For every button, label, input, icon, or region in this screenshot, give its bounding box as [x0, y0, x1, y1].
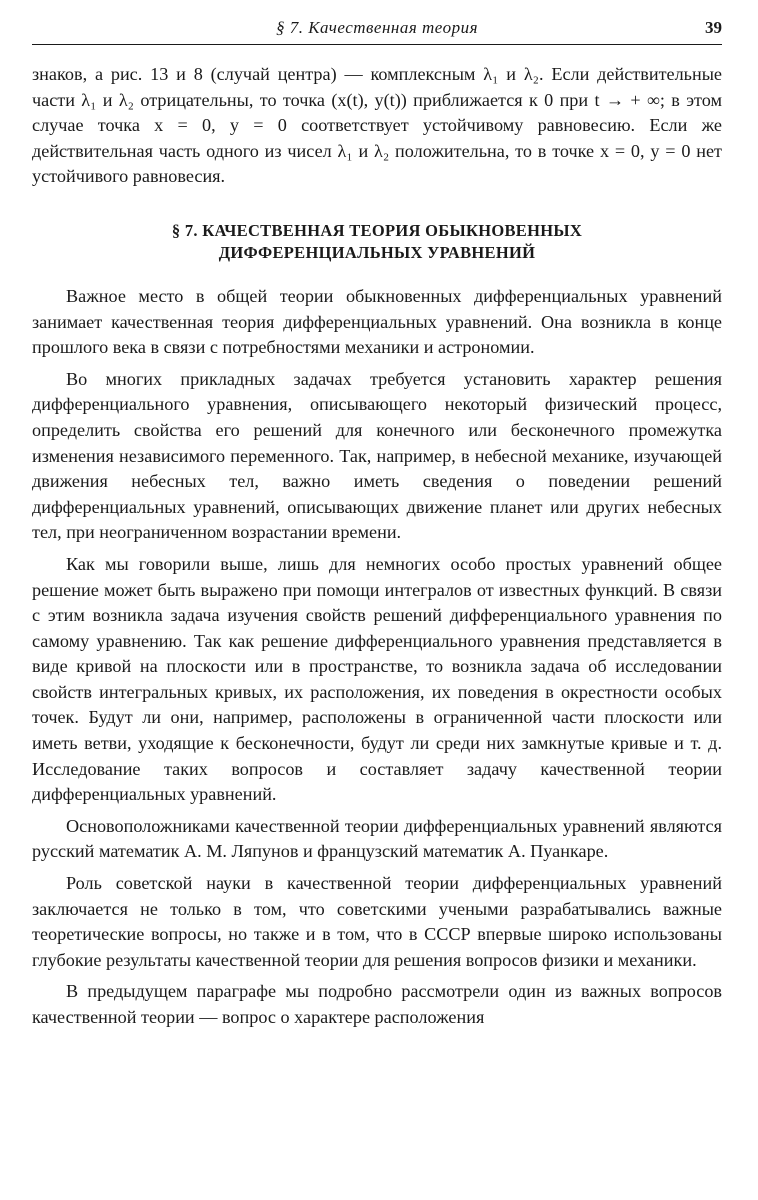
paragraph-6: В предыдущем параграфе мы подробно рассмотрели один из важных вопросов качественной теории — вопрос о характере расположения: [32, 981, 722, 1027]
running-head-title: § 7. Качественная теория: [275, 18, 478, 37]
paragraph-5: Роль советской науки в качественной теории дифференциальных уравнений заключается не только в том, что советскими учеными разрабатывались важные теоретические вопросы, но также и в том, что в СССР впервые широко использованы глубокие результаты качественной теории для решения вопросов физики и механики.: [32, 873, 722, 970]
section-heading-line-2: ДИФФЕРЕНЦИАЛЬНЫХ УРАВНЕНИЙ: [218, 242, 536, 262]
header-rule: [32, 44, 722, 45]
running-head: [32, 14, 722, 46]
page-number: 39: [705, 18, 722, 37]
paragraph-4: Основоположниками качественной теории дифференциальных уравнений являются русский математик А. М. Ляпунов и французский математик А. Пуанкаре.: [32, 815, 722, 862]
body-text: [32, 62, 722, 1031]
paragraph-3: Как мы говорили выше, лишь для немногих особо простых уравнений общее решение может быть выражено при помощи интегралов от известных функций. В связи с этим возникла задача изучения свойств решений дифференциального уравнения по самому уравнению. Так как решение дифференциального уравнения представляется в виде кривой на плоскости или в пространстве, то возникла задача об исследовании свойств интегральных кривых, их расположения, их поведения в окрестности особых точек. Будут ли они, например, расположены в ограниченной части плоскости или иметь ветви, уходящие к бесконечности, будут ли среди них замкнутые кривые и т. д. Исследование таких вопросов и составляет задачу качественной теории дифференциальных уравнений.: [32, 553, 722, 805]
paragraph-1: Важное место в общей теории обыкновенных дифференциальных уравнений занимает качественная теория дифференциальных уравнений. Она возникла в конце прошлого века в связи с потребностями механики и астрономии.: [32, 285, 722, 358]
section-heading-line-1: § 7. КАЧЕСТВЕННАЯ ТЕОРИЯ ОБЫКНОВЕННЫХ: [171, 220, 583, 240]
section-heading: [32, 190, 722, 284]
paragraph-2: Во многих прикладных задачах требуется установить характер решения дифференциального уравнения, описывающего некоторый физический процесс, определить свойства его решений для конечного или бесконечного промежутка изменения независимого переменного. Так, например, в небесной механике, изучающей движения небесных тел, важно иметь сведения о поведении решений дифференциальных уравнений, описывающих движение планет или других небесных тел, при неограниченном возрастании времени.: [32, 368, 722, 543]
continuation-paragraph: знаков, а рис. 13 и 8 (случай центра) — комплексным λ₁ и λ₂. Если действительные части λ₁ и λ₂ отрицательны, то точка (x(t), y(t)) приближается к 0 при t → + ∞; в этом случае точка x = 0, y = 0 соответствует устойчивому равновесию. Если же действительная часть одного из чисел λ₁ и λ₂ положительна, то в точке x = 0, y = 0 нет устойчивого равновесия.: [32, 64, 722, 187]
